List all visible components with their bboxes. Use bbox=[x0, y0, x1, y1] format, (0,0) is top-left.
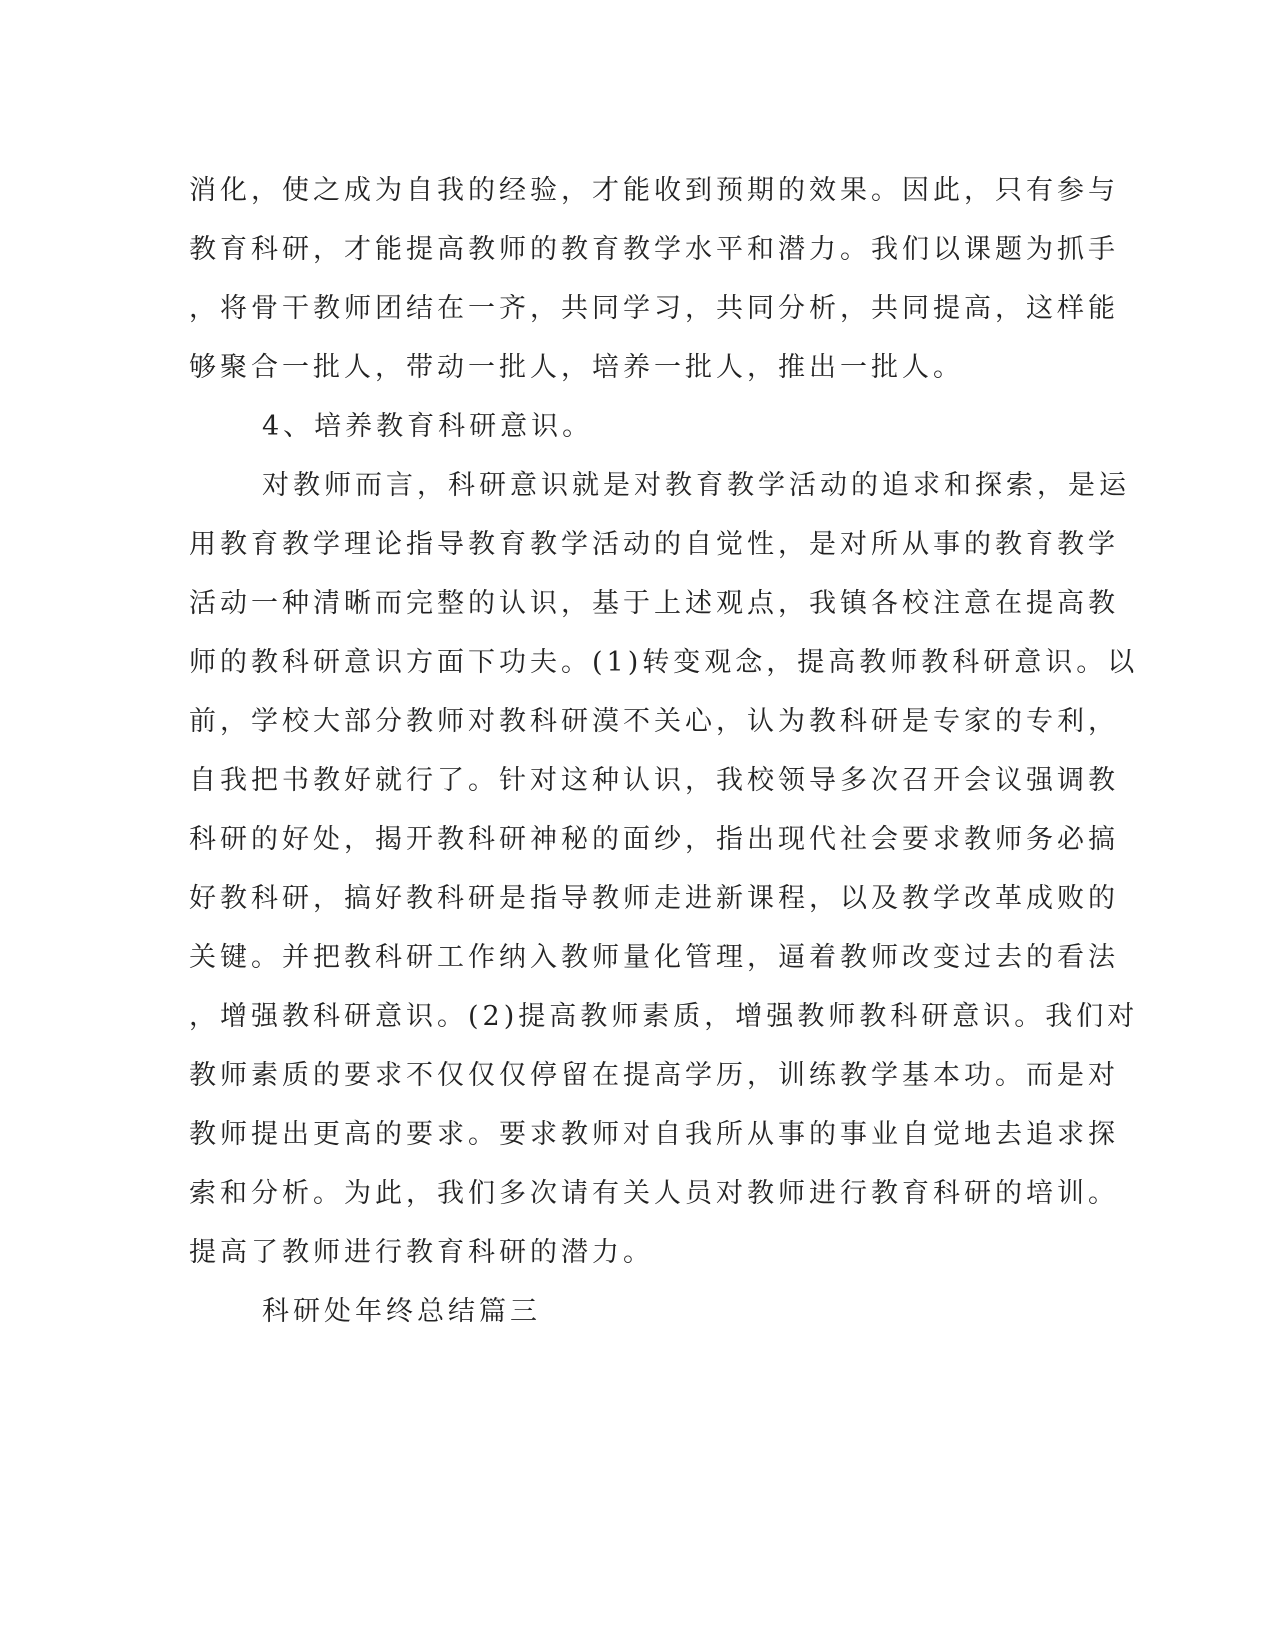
paragraph-line: 好教科研，搞好教科研是指导教师走进新课程，以及教学改革成败的 bbox=[189, 883, 1119, 914]
section-heading: 4、培养教育科研意识。 bbox=[262, 411, 594, 442]
paragraph-line: 活动一种清晰而完整的认识，基于上述观点，我镇各校注意在提高教 bbox=[189, 588, 1119, 619]
paragraph-line: 自我把书教好就行了。针对这种认识，我校领导多次召开会议强调教 bbox=[189, 765, 1119, 796]
paragraph-line: 教师提出更高的要求。要求教师对自我所从事的事业自觉地去追求探 bbox=[189, 1119, 1119, 1150]
paragraph-line: 索和分析。为此，我们多次请有关人员对教师进行教育科研的培训。 bbox=[189, 1178, 1119, 1209]
paragraph-line: 科研的好处，揭开教科研神秘的面纱，指出现代社会要求教师务必搞 bbox=[189, 824, 1119, 855]
paragraph-line: 师的教科研意识方面下功夫。(1)转变观念，提高教师教科研意识。以 bbox=[189, 647, 1139, 678]
paragraph-line: ，增强教科研意识。(2)提高教师素质，增强教师教科研意识。我们对 bbox=[189, 1001, 1139, 1032]
paragraph-line: 教师素质的要求不仅仅仅停留在提高学历，训练教学基本功。而是对 bbox=[189, 1060, 1119, 1091]
paragraph-line: 用教育教学理论指导教育教学活动的自觉性，是对所从事的教育教学 bbox=[189, 529, 1119, 560]
paragraph-line: ，将骨干教师团结在一齐，共同学习，共同分析，共同提高，这样能 bbox=[189, 293, 1119, 324]
paragraph-line: 对教师而言，科研意识就是对教育教学活动的追求和探索，是运 bbox=[262, 470, 1130, 501]
paragraph-line: 消化，使之成为自我的经验，才能收到预期的效果。因此，只有参与 bbox=[189, 175, 1119, 206]
paragraph-line: 提高了教师进行教育科研的潜力。 bbox=[189, 1237, 654, 1268]
paragraph-line: 前，学校大部分教师对教科研漠不关心，认为教科研是专家的专利， bbox=[189, 706, 1119, 737]
paragraph-line: 教育科研，才能提高教师的教育教学水平和潜力。我们以课题为抓手 bbox=[189, 234, 1119, 265]
paragraph-line: 关键。并把教科研工作纳入教师量化管理，逼着教师改变过去的看法 bbox=[189, 942, 1119, 973]
paragraph-line: 够聚合一批人，带动一批人，培养一批人，推出一批人。 bbox=[189, 352, 964, 383]
section-title: 科研处年终总结篇三 bbox=[262, 1296, 541, 1327]
